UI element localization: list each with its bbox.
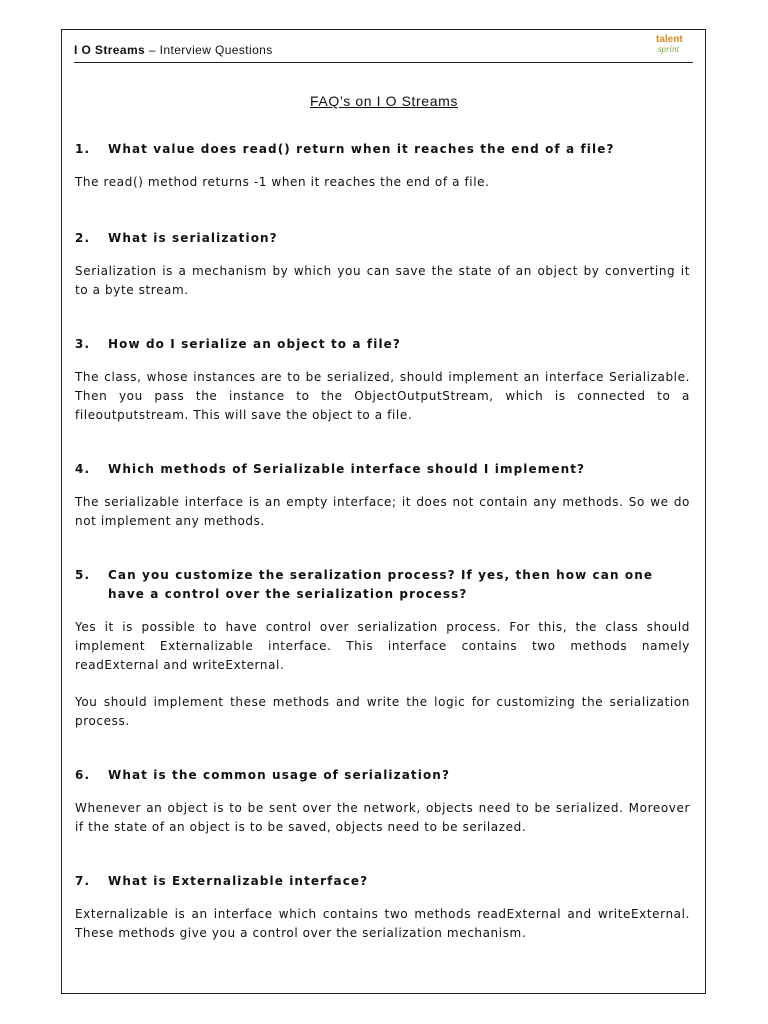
- faq-answer: Yes it is possible to have control over serialization process. For this, the class should implement Externalizable interface. This interface contains two methods namely readExternal and writeExternal.: [75, 620, 690, 672]
- talentsprint-logo: [654, 34, 692, 60]
- question-number: 7.: [75, 874, 91, 888]
- question-number: 3.: [75, 337, 91, 351]
- faq-question: [75, 229, 690, 248]
- page-header: [74, 34, 694, 64]
- faq-answer: You should implement these methods and write the logic for customizing the serialization process.: [75, 695, 690, 728]
- faq-answer: Externalizable is an interface which contains two methods readExternal and writeExternal. These methods give you a control over the serialization mechanism.: [75, 907, 690, 940]
- question-number: 5.: [75, 568, 91, 582]
- logo-text-bottom: sprint: [658, 44, 680, 54]
- faq-item: [75, 766, 690, 837]
- faq-answer: The serializable interface is an empty interface; it does not contain any methods. So we do not implement any methods.: [75, 495, 690, 528]
- faq-item: [75, 335, 690, 425]
- faq-item: [75, 229, 690, 300]
- question-text: What is Externalizable interface?: [108, 874, 369, 888]
- faq-item: [75, 140, 690, 192]
- faq-question: [75, 872, 690, 891]
- faq-item: [75, 566, 690, 731]
- faq-answer: The read() method returns -1 when it reaches the end of a file.: [75, 175, 490, 189]
- question-text: Can you customize the seralization process? If yes, then how can one have a control over the serialization process?: [108, 568, 654, 601]
- header-title-rest: – Interview Questions: [145, 43, 273, 57]
- header-title-bold: I O Streams: [74, 43, 146, 57]
- logo-text-top: talent: [656, 34, 683, 45]
- faq-item: [75, 460, 690, 531]
- header-title: [74, 43, 273, 57]
- question-number: 4.: [75, 462, 91, 476]
- faq-answer: The class, whose instances are to be serialized, should implement an interface Serializable. Then you pass the instance to the ObjectOutputStream, which is connected to a fileoutputstream. This will save the object to a file.: [75, 370, 690, 422]
- faq-question: [75, 140, 690, 159]
- question-number: 1.: [75, 142, 91, 156]
- question-text: What is serialization?: [108, 231, 278, 245]
- question-text: Which methods of Serializable interface should I implement?: [108, 462, 586, 476]
- document-title: FAQ’s on I O Streams: [310, 93, 458, 109]
- faq-question: [75, 460, 690, 479]
- question-number: 6.: [75, 768, 91, 782]
- faq-list: [75, 140, 690, 943]
- faq-question: [75, 566, 690, 604]
- faq-answer: Serialization is a mechanism by which you can save the state of an object by converting it to a byte stream.: [75, 264, 690, 297]
- faq-question: [75, 766, 690, 785]
- faq-answer: Whenever an object is to be sent over the network, objects need to be serialized. Moreover if the state of an object is to be saved, objects need to be serilazed.: [75, 801, 690, 834]
- faq-question: [75, 335, 690, 354]
- question-text: What is the common usage of serialization?: [108, 768, 450, 782]
- faq-item: [75, 872, 690, 943]
- question-number: 2.: [75, 231, 91, 245]
- header-divider: [74, 62, 693, 63]
- question-text: What value does read() return when it reaches the end of a file?: [108, 142, 615, 156]
- question-text: How do I serialize an object to a file?: [108, 337, 401, 351]
